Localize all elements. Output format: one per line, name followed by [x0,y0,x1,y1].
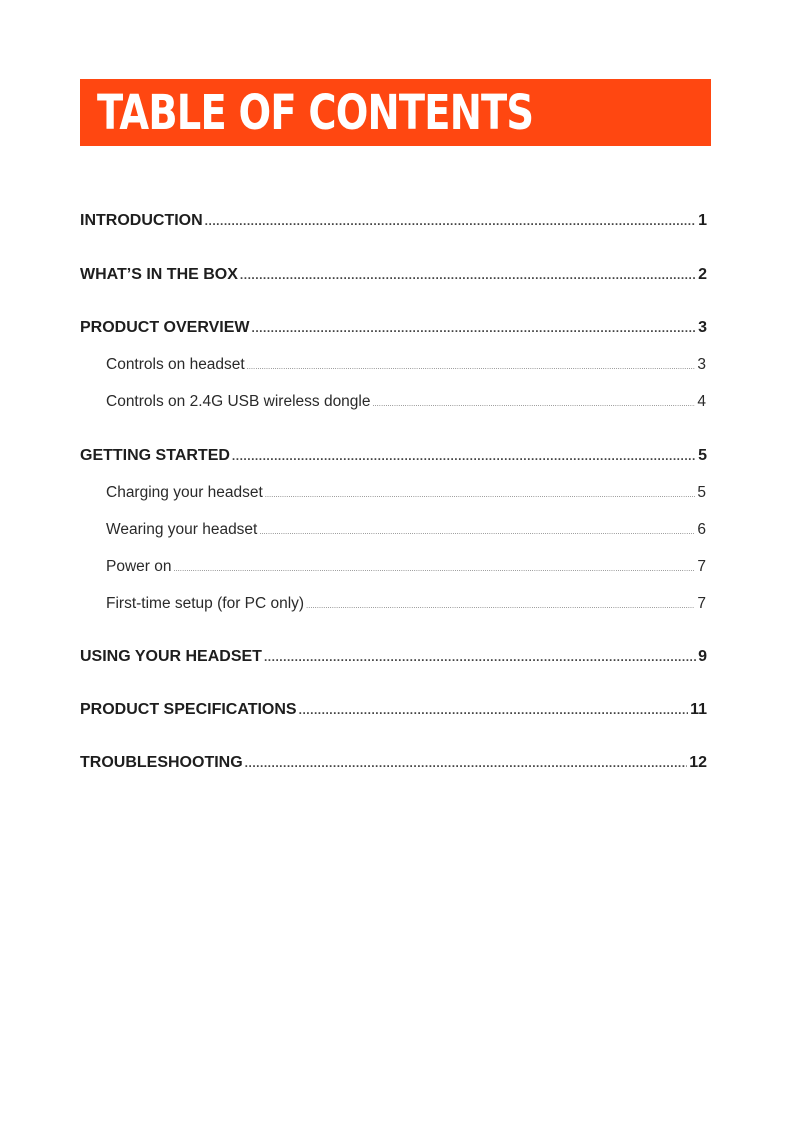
toc-dot-leader [265,492,696,499]
toc-page-number: 2 [698,266,707,283]
title-banner [80,79,711,146]
toc-page-number: 12 [689,754,707,771]
toc-entry-controls-on-dongle[interactable] [106,393,706,411]
toc-dot-leader [240,268,696,282]
toc-entry-whats-in-the-box[interactable] [80,266,707,284]
toc-dot-leader [264,650,696,664]
toc-entry-using-your-headset[interactable] [80,648,707,666]
toc-entry-label: Power on [106,558,172,575]
toc-dot-leader [173,566,695,573]
toc-entry-label: Controls on 2.4G USB wireless dongle [106,393,371,410]
toc-entry-label: TROUBLESHOOTING [80,754,243,771]
toc-entry-label: WHAT’S IN THE BOX [80,266,238,283]
toc-entry-product-specifications[interactable] [80,701,707,719]
toc-entry-label: PRODUCT OVERVIEW [80,319,250,336]
toc-entry-label: Controls on headset [106,356,245,373]
toc-dot-leader [306,603,695,610]
toc-entry-troubleshooting[interactable] [80,754,707,772]
toc-page-number: 3 [698,319,707,336]
toc-dot-leader [205,214,696,228]
toc-page-number: 9 [698,648,707,665]
toc-dot-leader [373,401,696,408]
toc-entry-label: INTRODUCTION [80,212,203,229]
toc-entry-getting-started[interactable] [80,447,707,465]
toc-entry-power-on[interactable] [106,558,706,576]
toc-entry-first-time-setup[interactable] [106,595,706,613]
toc-page-number: 3 [697,356,706,373]
toc-entry-label: First-time setup (for PC only) [106,595,305,612]
toc-entry-wearing-your-headset[interactable] [106,521,706,539]
toc-page-number: 11 [690,701,707,718]
toc-dot-leader [245,756,688,770]
toc-dot-leader [247,364,696,371]
toc-entry-label: PRODUCT SPECIFICATIONS [80,701,297,718]
toc-entry-label: Wearing your headset [106,521,258,538]
toc-entry-label: USING YOUR HEADSET [80,648,262,665]
page-title: TABLE OF CONTENTS [97,84,534,141]
toc-dot-leader [252,321,697,335]
toc-page-number: 1 [698,212,707,229]
toc-page-number: 7 [697,595,706,612]
toc-page-number: 5 [697,484,706,501]
toc-dot-leader [232,449,696,463]
toc-dot-leader [259,529,695,536]
toc-page-number: 4 [697,393,706,410]
toc-entry-product-overview[interactable] [80,319,707,337]
toc-page-number: 5 [698,447,707,464]
toc-entry-controls-on-headset[interactable] [106,356,706,374]
toc-entry-introduction[interactable] [80,212,707,230]
toc-entry-label: GETTING STARTED [80,447,230,464]
toc-entry-label: Charging your headset [106,484,263,501]
toc-dot-leader [299,703,688,717]
toc-page-number: 7 [697,558,706,575]
toc-page-number: 6 [697,521,706,538]
toc-entry-charging-your-headset[interactable] [106,484,706,502]
